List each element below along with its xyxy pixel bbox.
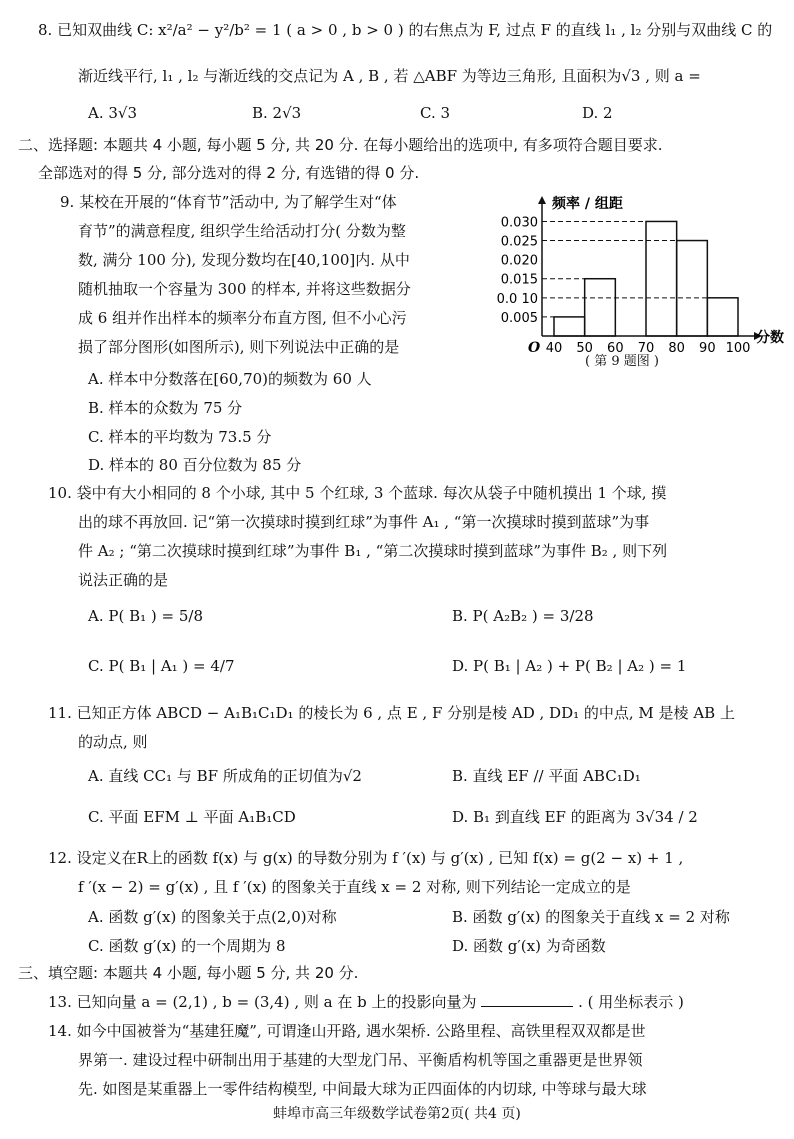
- q14-line-2: 界第一. 建设过程中研制出用于基建的大型龙门吊、平衡盾构机等国之重器更是世界领: [78, 1051, 643, 1069]
- q13-line: [48, 992, 684, 1012]
- q12-line-2: f ′(x − 2) = g′(x) , 且 f ′(x) 的图象关于直线 x = 2 对称, 则下列结论一定成立的是: [78, 878, 631, 896]
- x-tick-label: 40: [545, 341, 563, 356]
- q9-line-5: 成 6 组并作出样本的频率分布直方图, 但不小心污: [78, 309, 407, 327]
- q8-option-c: C. 3: [420, 104, 451, 122]
- x-tick-label: 100: [725, 341, 751, 356]
- q11-option-a: A. 直线 CC₁ 与 BF 所成角的正切值为√2: [88, 767, 362, 785]
- q12-line-1: 12. 设定义在R上的函数 f(x) 与 g(x) 的导数分别为 f ′(x) 与 g′(x) , 已知 f(x) = g(2 − x) + 1 ,: [48, 849, 684, 867]
- q11-option-d: D. B₁ 到直线 EF 的距离为 3√34 / 2: [452, 808, 698, 826]
- q8-option-a: A. 3√3: [88, 104, 138, 122]
- q8-stem-line1: 8. 已知双曲线 C: x²/a² − y²/b² = 1 ( a > 0 , b > 0 ) 的右焦点为 F, 过点 F 的直线 l₁ , l₂ 分别与双曲线 C 的: [38, 21, 773, 39]
- q9-line-6: 损了部分图形(如图所示), 则下列说法中正确的是: [78, 338, 400, 356]
- histogram-bar: [707, 298, 738, 336]
- q13-stem-tail: . ( 用坐标表示 ): [578, 993, 684, 1011]
- q10-option-a: A. P( B₁ ) = 5/8: [88, 607, 203, 625]
- x-tick-label: 60: [607, 341, 624, 356]
- x-axis-label: 分数: [756, 330, 784, 346]
- section2-title-line2: 全部选对的得 5 分, 部分选对的得 2 分, 有选错的得 0 分.: [38, 164, 420, 182]
- q8-option-b: B. 2√3: [252, 104, 302, 122]
- q10-line-3: 件 A₂ ; “第二次摸球时摸到红球”为事件 B₁ , “第二次摸球时摸到蓝球”为事件 B₂ , 则下列: [78, 542, 668, 560]
- histogram-bar: [554, 317, 585, 336]
- q9-histogram: [490, 190, 784, 375]
- y-axis-arrow: [538, 196, 546, 204]
- q10-option-d: D. P( B₁ | A₂ ) + P( B₂ | A₂ ) = 1: [452, 657, 687, 675]
- q13-answer-blank: [481, 992, 573, 1007]
- q12-option-b: B. 函数 g′(x) 的图象关于直线 x = 2 对称: [452, 908, 730, 926]
- y-axis-label: 频率 / 组距: [552, 196, 623, 212]
- q12-option-c: C. 函数 g′(x) 的一个周期为 8: [88, 937, 286, 955]
- q9-option-a: A. 样本中分数落在[60,70)的频数为 60 人: [88, 370, 372, 388]
- q11-option-b: B. 直线 EF // 平面 ABC₁D₁: [452, 767, 641, 785]
- q9-line-3: 数, 满分 100 分), 发现分数均在[40,100]内. 从中: [78, 251, 410, 269]
- q11-line-1: 11. 已知正方体 ABCD − A₁B₁C₁D₁ 的棱长为 6 , 点 E , F 分别是棱 AD , DD₁ 的中点, M 是棱 AB 上: [48, 704, 735, 722]
- histogram-bar: [677, 241, 708, 336]
- section2-title-line1: 二、选择题: 本题共 4 小题, 每小题 5 分, 共 20 分. 在每小题给出的选项中, 有多项符合题目要求.: [18, 136, 663, 154]
- q10-option-b: B. P( A₂B₂ ) = 3/28: [452, 607, 594, 625]
- q8-stem-line2: 渐近线平行, l₁ , l₂ 与渐近线的交点记为 A , B , 若 △ABF 为等边三角形, 且面积为√3 , 则 a =: [78, 67, 701, 85]
- y-tick-label: 0.030: [500, 215, 538, 231]
- q10-option-c: C. P( B₁ | A₁ ) = 4/7: [88, 657, 235, 675]
- q9-option-b: B. 样本的众数为 75 分: [88, 399, 243, 417]
- page-footer: 蚌埠市高三年级数学试卷第2页( 共4 页): [273, 1106, 521, 1122]
- x-tick-label: 50: [576, 341, 593, 356]
- q9-option-d: D. 样本的 80 百分位数为 85 分: [88, 456, 302, 474]
- q12-option-a: A. 函数 g′(x) 的图象关于点(2,0)对称: [88, 908, 337, 926]
- section3-title: 三、填空题: 本题共 4 小题, 每小题 5 分, 共 20 分.: [18, 964, 359, 982]
- q14-line-1: 14. 如今中国被誉为“基建狂魔”, 可谓逢山开路, 遇水架桥. 公路里程、高铁里程双双都是世: [48, 1022, 646, 1040]
- y-tick-label: 0.020: [500, 253, 538, 269]
- y-tick-label: 0.005: [500, 310, 538, 326]
- x-tick-label: 70: [637, 341, 655, 356]
- y-tick-label: 0.015: [500, 272, 538, 288]
- q9-option-c: C. 样本的平均数为 73.5 分: [88, 428, 272, 446]
- y-tick-label: 0.025: [500, 234, 538, 250]
- q11-line-2: 的动点, 则: [78, 733, 148, 751]
- q8-option-d: D. 2: [582, 104, 613, 122]
- q14-line-3: 先. 如图是某重器上一零件结构模型, 中间最大球为正四面体的内切球, 中等球与最大球: [78, 1080, 647, 1098]
- origin-label: O: [528, 340, 541, 356]
- x-tick-label: 80: [668, 341, 685, 356]
- histogram-bar: [585, 279, 616, 336]
- x-tick-label: 90: [699, 341, 716, 356]
- histogram-bar: [646, 221, 677, 336]
- q9-figure-caption: ( 第 9 题图 ): [585, 354, 659, 369]
- q12-option-d: D. 函数 g′(x) 为奇函数: [452, 937, 606, 955]
- q9-histogram-figure: [490, 190, 784, 375]
- y-tick-label: 0.0 10: [496, 291, 538, 307]
- q9-line-1: 9. 某校在开展的“体育节”活动中, 为了解学生对“体: [60, 193, 397, 211]
- q9-line-4: 随机抽取一个容量为 300 的样本, 并将这些数据分: [78, 280, 411, 298]
- q11-option-c: C. 平面 EFM ⊥ 平面 A₁B₁CD: [88, 808, 296, 826]
- q10-line-1: 10. 袋中有大小相同的 8 个小球, 其中 5 个红球, 3 个蓝球. 每次从袋子中随机摸出 1 个球, 摸: [48, 484, 667, 502]
- q10-line-2: 出的球不再放回. 记“第一次摸球时摸到红球”为事件 A₁ , “第一次摸球时摸到蓝球”为事: [78, 513, 650, 531]
- q13-stem: 13. 已知向量 a = (2,1) , b = (3,4) , 则 a 在 b 上的投影向量为: [48, 993, 477, 1011]
- q9-line-2: 育节”的满意程度, 组织学生给活动打分( 分数为整: [78, 222, 406, 240]
- q10-line-4: 说法正确的是: [78, 571, 169, 589]
